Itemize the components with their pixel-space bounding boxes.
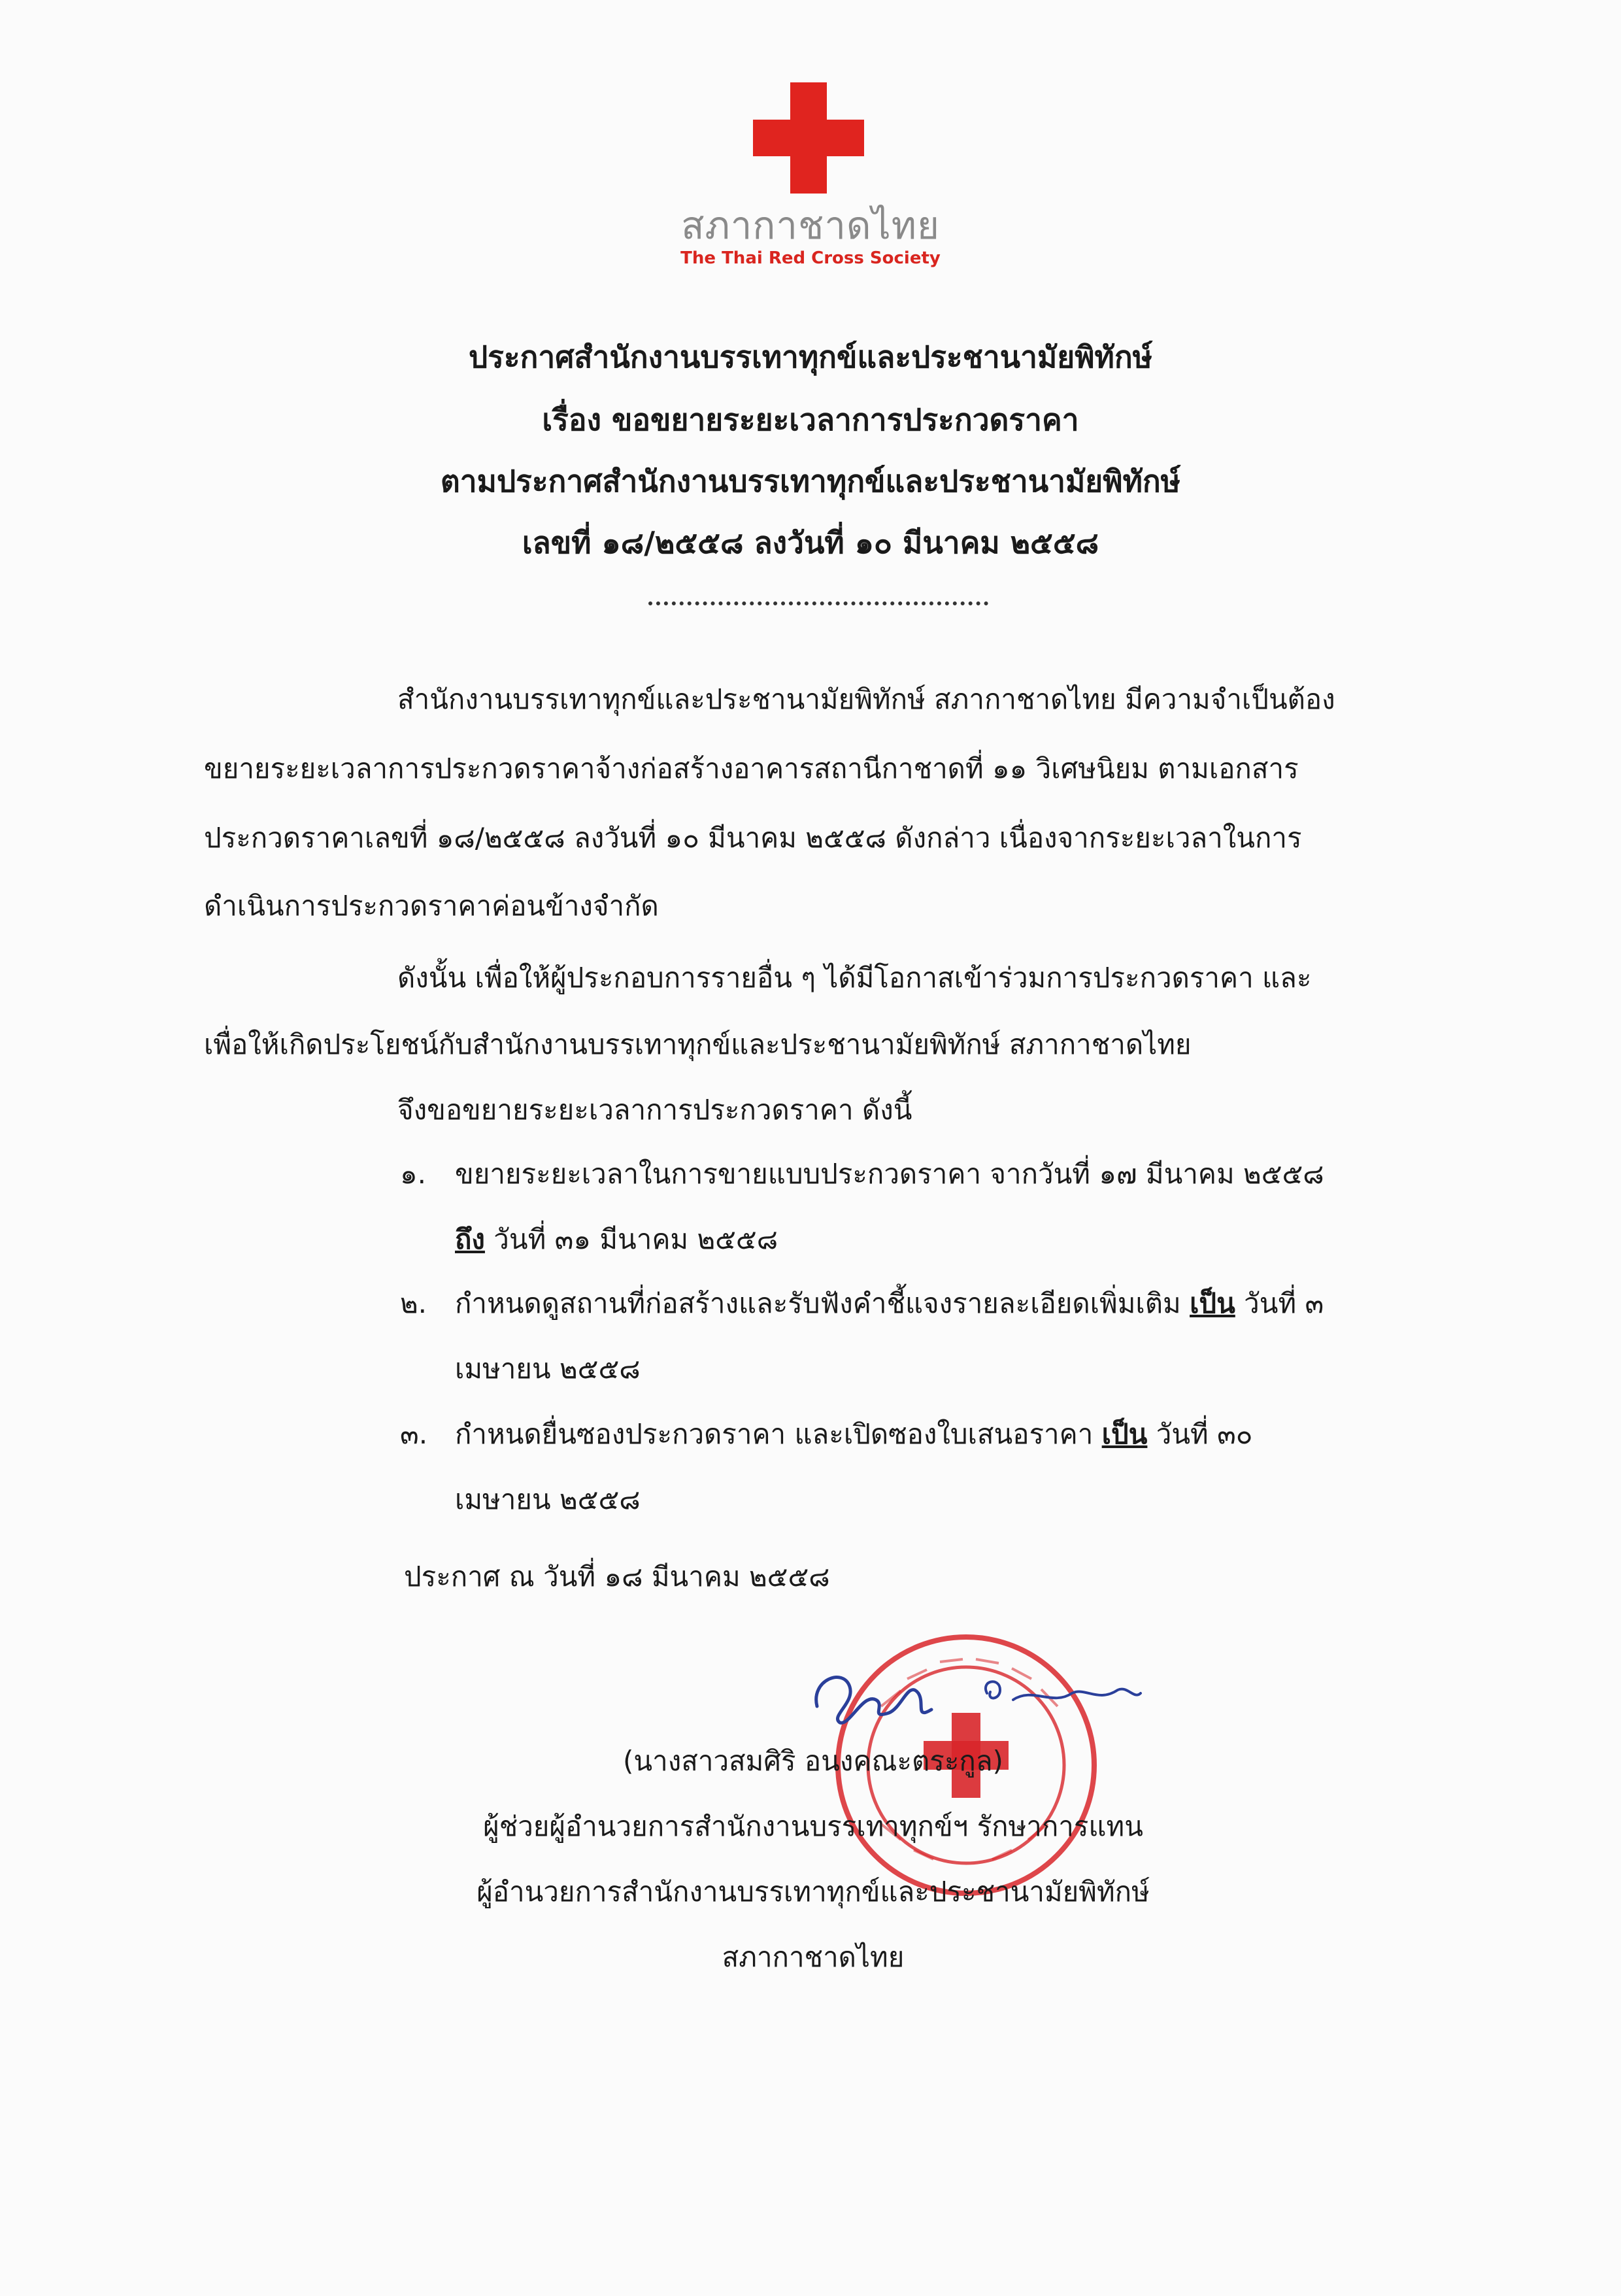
dotted-divider (648, 601, 988, 605)
paragraph-2-line-1: ดังนั้น เพื่อให้ผู้ประกอบการรายอื่น ๆ ได้มีโอกาสเข้าร่วมการประกวดราคา และ (397, 962, 1312, 994)
announcement-date: ประกาศ ณ วันที่ ๑๘ มีนาคม ๒๕๕๘ (404, 1561, 830, 1593)
signatory-organization: สภากาชาดไทย (722, 1941, 905, 1973)
paragraph-1-line-2: ขยายระยะเวลาการประกวดราคาจ้างก่อสร้างอาคารสถานีกาชาดที่ ๑๑ วิเศษนิยม ตามเอกสาร (204, 752, 1299, 785)
item-1-emphasis: ถึง (455, 1223, 485, 1255)
item-1-line-2 (455, 1220, 778, 1259)
item-2-line-1-text: กำหนดดูสถานที่ก่อสร้างและรับฟังคำชี้แจงรายละเอียดเพิ่มเติม (455, 1287, 1190, 1319)
announcement-subject: เรื่อง ขอขยายระยะเวลาการประกวดราคา (542, 402, 1079, 437)
item-1-line-2-text: วันที่ ๓๑ มีนาคม ๒๕๕๘ (484, 1223, 778, 1255)
announcement-reference: ตามประกาศสำนักงานบรรเทาทุกข์และประชานามัยพิทักษ์ (440, 464, 1181, 499)
paragraph-2-line-2: เพื่อให้เกิดประโยชน์กับสำนักงานบรรเทาทุกข์และประชานามัยพิทักษ์ สภากาชาดไทย (204, 1028, 1192, 1060)
item-2-line-1 (455, 1284, 1324, 1323)
item-3-line-1 (455, 1415, 1252, 1454)
handwritten-signature (804, 1654, 1144, 1739)
item-3-line-2: เมษายน ๒๕๕๘ (455, 1483, 641, 1515)
paragraph-1-line-3: ประกวดราคาเลขที่ ๑๘/๒๕๕๘ ลงวันที่ ๑๐ มีนาคม ๒๕๕๘ ดังกล่าว เนื่องจากระยะเวลาในการ (204, 822, 1302, 854)
item-2-number: ๒. (400, 1287, 427, 1319)
item-1-number: ๑. (400, 1158, 427, 1190)
logo-name-english: The Thai Red Cross Society (680, 248, 941, 268)
announcement-title: ประกาศสำนักงานบรรเทาทุกข์และประชานามัยพิทักษ์ (468, 339, 1153, 375)
signatory-position-line-1: ผู้ช่วยผู้อำนวยการสำนักงานบรรเทาทุกข์ฯ รักษาการแทน (483, 1810, 1143, 1842)
signatory-position-line-2: ผู้อำนวยการสำนักงานบรรเทาทุกข์และประชานามัยพิทักษ์ (476, 1876, 1150, 1908)
paragraph-1-line-1: สำนักงานบรรเทาทุกข์และประชานามัยพิทักษ์ สภากาชาดไทย มีความจำเป็นต้อง (397, 683, 1335, 715)
item-3-emphasis: เป็น (1101, 1418, 1148, 1450)
item-1-line-1: ขยายระยะเวลาในการขายแบบประกวดราคา จากวันที่ ๑๗ มีนาคม ๒๕๕๘ (455, 1158, 1324, 1190)
paragraph-2-line-3: จึงขอขยายระยะเวลาการประกวดราคา ดังนี้ (397, 1094, 912, 1126)
red-cross-icon (753, 82, 864, 194)
announcement-reference-number: เลขที่ ๑๘/๒๕๕๘ ลงวันที่ ๑๐ มีนาคม ๒๕๕๘ (522, 525, 1099, 560)
item-3-line-1-date: วันที่ ๓๐ (1147, 1418, 1253, 1450)
item-3-line-1-text: กำหนดยื่นซองประกวดราคา และเปิดซองใบเสนอราคา (455, 1418, 1102, 1450)
item-2-emphasis: เป็น (1190, 1287, 1235, 1319)
signatory-name: (นางสาวสมศิริ อนงคณะตระกูล) (623, 1745, 1003, 1777)
paragraph-1-line-4: ดำเนินการประกวดราคาค่อนข้างจำกัด (204, 890, 659, 922)
logo-name-thai: สภากาชาดไทย (681, 203, 940, 248)
item-3-number: ๓. (400, 1418, 428, 1450)
item-2-line-1-date: วันที่ ๓ (1235, 1287, 1324, 1319)
item-2-line-2: เมษายน ๒๕๕๘ (455, 1353, 641, 1385)
